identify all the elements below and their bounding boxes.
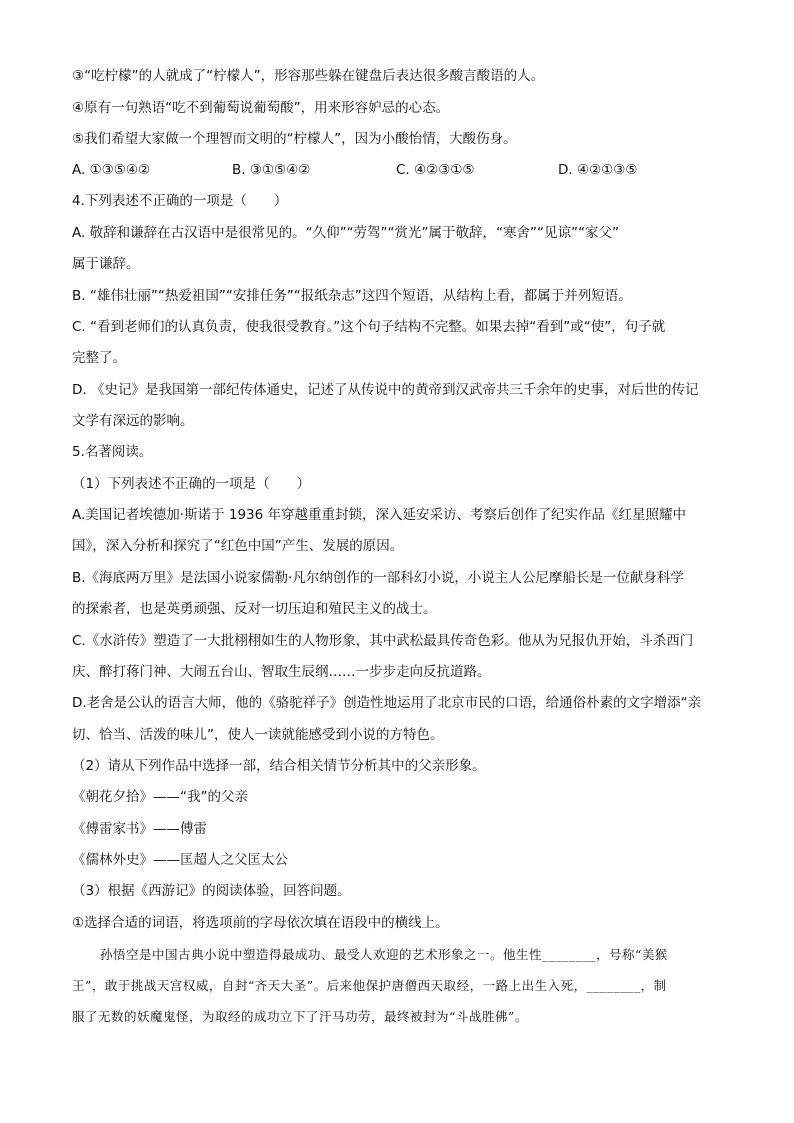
q3-option-a: A. ①③⑤④② [72,162,151,178]
q5-work-3: 《儒林外史》——匡超人之父匡太公 [72,852,288,868]
q3-option-d: D. ④②①③⑤ [558,162,638,178]
q5-part3-subquestion: ①选择合适的词语，将选项前的字母依次填在语段中的横线上。 [72,915,449,931]
q3-sentence-4: ④原有一句熟语“吃不到葡萄说葡萄酸”，用来形容妒忌的心态。 [72,100,450,116]
q5-option-a-line2: 国》，深入分析和探究了“红色中国”产生、发展的原因。 [72,538,404,554]
passage-line-3: 服了无数的妖魔鬼怪，为取经的成功立下了汗马功劳，最终被封为“斗战胜佛”。 [72,1009,528,1024]
q4-stem: 4.下列表述不正确的一项是（ ） [72,193,288,209]
q4-option-c-line2: 完整了。 [72,350,126,366]
q4-option-c-line1: C. “看到老师们的认真负责，使我很受教育。”这个句子结构不完整。如果去掉“看到”或“使”，句子就 [72,319,666,335]
q3-option-c: C. ④②③①⑤ [396,162,475,178]
q5-option-c-line2: 庆、醉打蒋门神、大闹五台山、智取生辰纲……一步步走向反抗道路。 [72,664,491,680]
q5-option-b-line1: B.《海底两万里》是法国小说家儒勒·凡尔纳创作的一部科幻小说，小说主人公尼摩船长是一位献身科学 [72,570,684,586]
q5-title: 5.名著阅读。 [72,444,153,460]
q3-sentence-3: ③“吃柠檬”的人就成了“柠檬人”，形容那些躲在键盘后表达很多酸言酸语的人。 [72,68,545,84]
q5-work-1: 《朝花夕拾》——“我”的父亲 [72,789,248,805]
q4-option-a-line2: 属于谦辞。 [72,256,140,272]
q5-part2-stem: （2）请从下列作品中选择一部，结合相关情节分析其中的父亲形象。 [72,758,486,774]
q5-work-2: 《傅雷家书》——傅雷 [72,821,207,837]
q5-option-d-line2: 切、恰当、活泼的味儿”，使人一读就能感受到小说的方特色。 [72,727,444,743]
q5-part1-stem: （1）下列表述不正确的一项是（ ） [72,476,311,492]
q4-option-b: B. “雄伟壮丽”“热爱祖国”“安排任务”“报纸杂志”这四个短语，从结构上看，都属于并列短语。 [72,288,632,304]
q5-option-a-line1: A.美国记者埃德加·斯诺于 1936 年穿越重重封锁，深入延安采访、考察后创作了纪实作品《红星照耀中 [72,507,687,523]
q5-option-b-line2: 的探索者，也是英勇顽强、反对一切压迫和殖民主义的战士。 [72,601,437,617]
q4-option-d-line1: D. 《史记》是我国第一部纪传体通史，记述了从传说中的黄帝到汉武帝共三千余年的史事，对后世的传记 [72,382,699,398]
passage-line-2: 王”，敢于挑战天宫权威，自封“齐天大圣”。后来他保护唐僧西天取经，一路上出生入死，________，制 [72,978,667,993]
passage-line-1: 孙悟空是中国古典小说中塑造得最成功、最受人欢迎的艺术形象之一。他生性________，号称“美猴 [100,947,668,962]
q4-option-a-line1: A. 敬辞和谦辞在古汉语中是很常见的。“久仰”“劳驾”“赏光”属于敬辞，“寒舍”“见谅”“家父” [72,225,620,241]
q5-option-d-line1: D.老舍是公认的语言大师，他的《骆驼祥子》创造性地运用了北京市民的口语，给通俗朴素的文字增添“亲 [72,695,702,711]
q5-option-c-line1: C.《水浒传》塑造了一大批栩栩如生的人物形象，其中武松最具传奇色彩。他从为兄报仇开始，斗杀西门 [72,633,694,649]
q5-part3-stem: （3）根据《西游记》的阅读体验，回答问题。 [72,883,351,899]
q3-sentence-5: ⑤我们希望大家做一个理智而文明的“柠檬人”，因为小酸怡情，大酸伤身。 [72,131,517,147]
q4-option-d-line2: 文学有深远的影响。 [72,413,194,429]
q3-option-b: B. ③①⑤④② [232,162,311,178]
